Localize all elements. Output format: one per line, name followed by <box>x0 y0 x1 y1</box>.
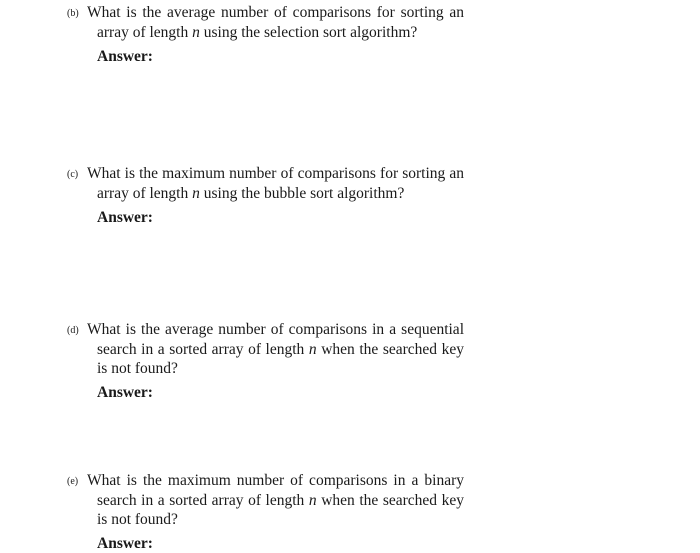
question-text: (b) What is the average number of comparisons for sorting an array of length n using the selection sort algorithm? <box>67 4 464 41</box>
question-text-end: using the selection sort algorithm? <box>199 24 418 41</box>
answer-label: Answer: <box>97 535 153 552</box>
variable-n: n <box>308 341 317 358</box>
variable-n: n <box>308 492 317 509</box>
question-text-start: What is the maximum number of comparisons in a binary search in a sorted array of length <box>87 472 464 509</box>
question-text: (e) What is the maximum number of comparisons in a binary search in a sorted array of length n when the searched key is not found? <box>67 472 464 528</box>
question-text-end: when the searched key is not found? <box>97 341 464 377</box>
question-text-end: using the bubble sort algorithm? <box>199 185 405 202</box>
answer-label: Answer: <box>97 209 153 226</box>
question-d <box>67 320 464 402</box>
question-text: (c) What is the maximum number of comparisons for sorting an array of length n using the bubble sort algorithm? <box>67 165 464 202</box>
answer-label: Answer: <box>97 384 153 401</box>
question-text-end: when the searched key is not found? <box>97 492 464 528</box>
variable-n: n <box>192 24 200 41</box>
question-c <box>67 164 464 227</box>
question-e <box>67 471 464 553</box>
question-text-start: What is the average number of comparisons in a sequential search in a sorted array of length <box>87 321 464 358</box>
question-text-start: What is the maximum number of comparisons for sorting an array of length <box>87 165 464 202</box>
variable-n: n <box>192 185 200 202</box>
question-b <box>67 3 464 66</box>
question-text: (d) What is the average number of comparisons in a sequential search in a sorted array of length n when the searched key is not found? <box>67 321 464 377</box>
question-text-start: What is the average number of comparisons for sorting an array of length <box>87 4 464 41</box>
answer-label: Answer: <box>97 48 153 65</box>
